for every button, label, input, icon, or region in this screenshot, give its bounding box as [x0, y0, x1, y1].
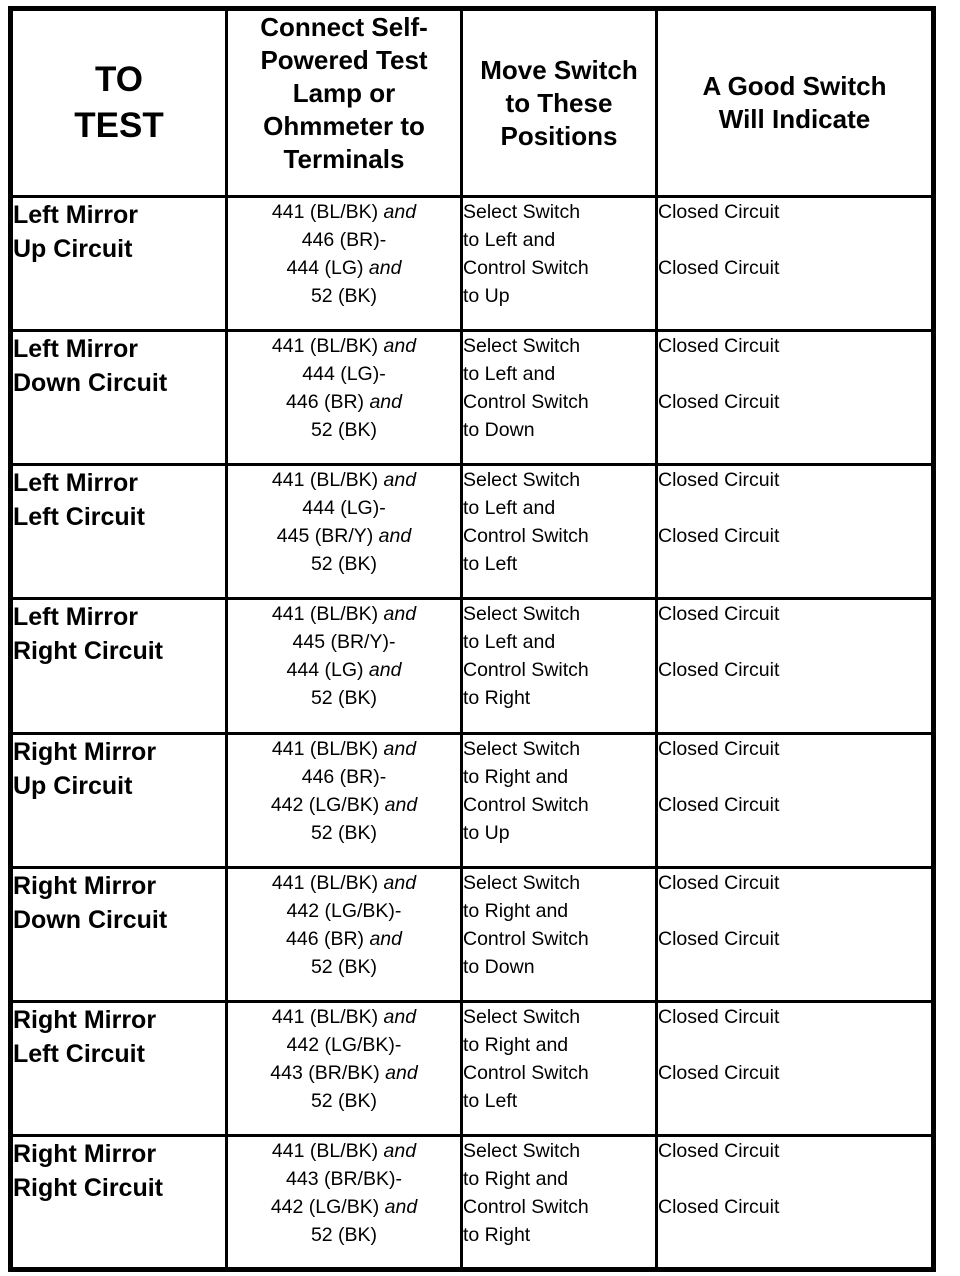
terminal-line [228, 282, 460, 310]
position-line: Control Switch [463, 257, 589, 279]
terminal-line [228, 925, 460, 953]
indication-cell [657, 867, 934, 1001]
position-line: to Right and [463, 899, 569, 922]
position-line: Select Switch [463, 201, 581, 223]
test-name-line: Right Circuit [13, 637, 163, 666]
terminal-text: 444 (LG) [286, 257, 369, 279]
terminal-text: 441 (BL/BK) [271, 469, 384, 492]
indication-line: Closed Circuit [658, 525, 780, 548]
indication-line: Closed Circuit [658, 737, 780, 760]
terminal-line [228, 1031, 460, 1059]
position-line: to Right and [463, 1033, 569, 1056]
terminal-conjunction: and [378, 525, 412, 548]
table-row [11, 733, 934, 867]
terminal-line [228, 1087, 460, 1115]
terminal-line [228, 869, 460, 897]
terminals-cell [227, 1135, 462, 1269]
header-positions [462, 9, 657, 197]
terminal-text: 52 (BK) [310, 1223, 378, 1246]
header-terminals-line: Terminals [283, 144, 405, 174]
terminal-line [228, 628, 460, 656]
header-positions-line: to These [505, 87, 613, 118]
indication-spacer [658, 494, 931, 522]
header-to-test-line: TEST [74, 106, 164, 145]
terminal-text: 441 (BL/BK) [271, 1139, 384, 1162]
test-name-line: Left Mirror [13, 603, 138, 632]
indication-line: Closed Circuit [658, 391, 780, 414]
terminal-conjunction: and [385, 1061, 418, 1084]
terminal-line [228, 684, 460, 712]
terminal-text: 52 (BK) [310, 955, 378, 978]
terminal-text: 441 (BL/BK) [271, 1005, 384, 1028]
indication-cell [657, 331, 934, 465]
position-line: Select Switch [463, 737, 581, 760]
terminals-cell [227, 733, 462, 867]
test-name-line: Right Mirror [13, 871, 157, 900]
table-row [11, 1135, 934, 1269]
terminal-line [228, 763, 460, 791]
indication-spacer [658, 226, 931, 254]
terminal-conjunction: and [368, 257, 402, 279]
indication-spacer [658, 763, 931, 791]
terminal-conjunction: and [383, 871, 417, 894]
terminal-text: 52 (BK) [310, 1089, 378, 1112]
positions-cell [462, 599, 657, 733]
table-row [11, 1001, 934, 1135]
terminal-text: 443 (BR/BK)- [286, 1167, 402, 1190]
terminal-conjunction: and [369, 927, 402, 950]
terminal-line [228, 360, 460, 388]
test-name-line: Down Circuit [13, 905, 168, 934]
terminal-conjunction: and [383, 737, 417, 760]
terminals-cell [227, 599, 462, 733]
terminal-conjunction: and [383, 603, 417, 626]
terminal-conjunction: and [369, 391, 402, 414]
terminal-conjunction: and [384, 793, 418, 816]
position-line: Select Switch [463, 469, 581, 492]
terminal-text: 52 (BK) [310, 285, 378, 307]
header-positions-line: Move Switch [480, 54, 638, 85]
terminal-line [228, 198, 460, 226]
position-line: Select Switch [463, 603, 581, 626]
terminal-line [228, 1137, 460, 1165]
indication-spacer [658, 628, 931, 656]
terminal-text: 444 (LG)- [302, 363, 386, 386]
position-line: Select Switch [463, 871, 581, 894]
position-line: to Left and [463, 497, 556, 520]
terminal-text: 441 (BL/BK) [271, 871, 384, 894]
terminals-cell [227, 331, 462, 465]
terminal-line [228, 550, 460, 578]
terminal-line [228, 656, 460, 684]
test-name-cell [11, 197, 227, 331]
terminal-text: 441 (BL/BK) [271, 335, 384, 358]
terminal-text: 442 (LG/BK)- [286, 899, 402, 922]
test-name-line: Left Mirror [13, 201, 138, 229]
test-name-line: Down Circuit [13, 369, 168, 398]
terminal-line [228, 600, 460, 628]
position-line: to Right [463, 1223, 531, 1246]
terminals-cell [227, 867, 462, 1001]
positions-cell [462, 331, 657, 465]
terminal-text: 444 (LG)- [302, 497, 386, 520]
terminal-text: 441 (BL/BK) [271, 201, 384, 223]
terminal-conjunction: and [383, 201, 417, 223]
terminals-cell [227, 465, 462, 599]
test-name-line: Left Mirror [13, 335, 138, 364]
terminal-text: 446 (BR) [286, 927, 370, 950]
terminal-line [228, 1165, 460, 1193]
terminal-line [228, 735, 460, 763]
indication-line: Closed Circuit [658, 793, 780, 816]
position-line: Control Switch [463, 525, 589, 548]
terminal-line [228, 332, 460, 360]
test-name-cell [11, 867, 227, 1001]
indication-line: Closed Circuit [658, 1005, 780, 1028]
header-to-test [11, 9, 227, 197]
table-body [11, 197, 934, 1270]
indication-line: Closed Circuit [658, 335, 780, 358]
position-line: to Right and [463, 1167, 569, 1190]
switch-test-table [8, 6, 936, 1272]
header-indicate-line: Will Indicate [718, 104, 871, 134]
terminal-conjunction: and [383, 1005, 417, 1028]
position-line: Control Switch [463, 927, 589, 950]
position-line: Select Switch [463, 1005, 581, 1028]
header-to-test-line: TO [95, 60, 143, 99]
positions-cell [462, 1001, 657, 1135]
position-line: Control Switch [463, 1061, 589, 1084]
terminal-text: 52 (BK) [310, 553, 378, 576]
terminal-line [228, 1059, 460, 1087]
terminal-line [228, 388, 460, 416]
terminals-cell [227, 1001, 462, 1135]
terminal-text: 443 (BR/BK) [270, 1061, 386, 1084]
terminal-line [228, 494, 460, 522]
position-line: to Down [463, 955, 535, 978]
positions-cell [462, 197, 657, 331]
indication-cell [657, 1001, 934, 1135]
position-line: to Down [463, 419, 535, 442]
header-indicate-line: A Good Switch [702, 71, 887, 101]
terminal-line [228, 791, 460, 819]
test-name-line: Right Mirror [13, 737, 157, 766]
position-line: Control Switch [463, 391, 589, 414]
header-indicate [657, 9, 934, 197]
terminal-conjunction: and [383, 469, 417, 492]
test-name-cell [11, 599, 227, 733]
test-name-cell [11, 1001, 227, 1135]
indication-cell [657, 599, 934, 733]
test-name-line: Right Mirror [13, 1139, 157, 1168]
position-line: Select Switch [463, 1139, 581, 1162]
terminal-text: 52 (BK) [310, 821, 378, 844]
test-name-line: Right Circuit [13, 1173, 163, 1202]
positions-cell [462, 1135, 657, 1269]
terminal-conjunction: and [383, 1139, 417, 1162]
test-name-line: Up Circuit [13, 771, 133, 800]
position-line: to Left and [463, 229, 556, 251]
header-row [11, 9, 934, 197]
indication-line: Closed Circuit [658, 1139, 780, 1162]
indication-line: Closed Circuit [658, 201, 780, 223]
table-row [11, 599, 934, 733]
table-row [11, 465, 934, 599]
terminal-text: 445 (BR/Y) [276, 525, 379, 548]
position-line: Control Switch [463, 793, 589, 816]
test-name-line: Left Mirror [13, 469, 138, 498]
terminal-text: 442 (LG/BK) [270, 1195, 385, 1218]
indication-line: Closed Circuit [658, 469, 780, 492]
indication-line: Closed Circuit [658, 659, 780, 682]
position-line: to Left and [463, 363, 556, 386]
test-name-cell [11, 1135, 227, 1269]
position-line: to Right [463, 687, 531, 710]
terminal-text: 442 (LG/BK) [270, 793, 385, 816]
terminal-text: 446 (BR) [286, 391, 370, 414]
table-row [11, 331, 934, 465]
indication-cell [657, 733, 934, 867]
test-name-line: Left Circuit [13, 1039, 145, 1068]
position-line: to Left [463, 1089, 518, 1112]
test-name-cell [11, 331, 227, 465]
terminal-line [228, 1193, 460, 1221]
terminal-text: 442 (LG/BK)- [286, 1033, 402, 1056]
position-line: Control Switch [463, 1195, 589, 1218]
header-terminals-line: Powered Test [260, 45, 428, 75]
header-terminals-line: Ohmmeter to [263, 111, 425, 141]
positions-cell [462, 733, 657, 867]
terminal-text: 444 (LG) [286, 659, 369, 682]
test-name-cell [11, 465, 227, 599]
terminal-conjunction: and [384, 1195, 418, 1218]
indication-line: Closed Circuit [658, 603, 780, 626]
terminal-line [228, 254, 460, 282]
terminal-line [228, 226, 460, 254]
header-terminals-line: Connect Self- [260, 12, 428, 42]
test-name-cell [11, 733, 227, 867]
indication-line: Closed Circuit [658, 257, 780, 279]
terminal-line [228, 953, 460, 981]
terminal-line [228, 819, 460, 847]
position-line: Control Switch [463, 659, 589, 682]
position-line: to Up [463, 821, 510, 844]
terminals-cell [227, 197, 462, 331]
positions-cell [462, 867, 657, 1001]
terminal-conjunction: and [368, 659, 402, 682]
terminal-text: 52 (BK) [310, 419, 378, 442]
terminal-conjunction: and [383, 335, 417, 358]
indication-line: Closed Circuit [658, 1061, 780, 1084]
indication-spacer [658, 1165, 931, 1193]
table-header [11, 9, 934, 197]
test-name-line: Right Mirror [13, 1005, 157, 1034]
indication-cell [657, 197, 934, 331]
indication-spacer [658, 1031, 931, 1059]
position-line: to Right and [463, 765, 569, 788]
position-line: to Left [463, 553, 518, 576]
test-name-line: Up Circuit [13, 235, 133, 263]
terminal-line [228, 416, 460, 444]
terminal-line [228, 1003, 460, 1031]
terminal-line [228, 522, 460, 550]
terminal-line [228, 897, 460, 925]
position-line: Select Switch [463, 335, 581, 358]
terminal-line [228, 1221, 460, 1249]
header-positions-line: Positions [500, 120, 618, 151]
terminal-text: 445 (BR/Y)- [292, 631, 396, 654]
indication-spacer [658, 360, 931, 388]
indication-spacer [658, 897, 931, 925]
header-terminals-line: Lamp or [292, 78, 396, 108]
terminal-text: 441 (BL/BK) [271, 603, 384, 626]
terminal-text: 446 (BR)- [301, 229, 387, 251]
terminal-line [228, 466, 460, 494]
position-line: to Up [463, 285, 510, 307]
table-row [11, 197, 934, 331]
indication-line: Closed Circuit [658, 871, 780, 894]
test-name-line: Left Circuit [13, 503, 145, 532]
positions-cell [462, 465, 657, 599]
table-row [11, 867, 934, 1001]
indication-line: Closed Circuit [658, 927, 780, 950]
position-line: to Left and [463, 631, 556, 654]
indication-line: Closed Circuit [658, 1195, 780, 1218]
terminal-text: 441 (BL/BK) [271, 737, 384, 760]
terminal-text: 52 (BK) [310, 687, 378, 710]
indication-cell [657, 1135, 934, 1269]
header-terminals [227, 9, 462, 197]
indication-cell [657, 465, 934, 599]
terminal-text: 446 (BR)- [301, 765, 387, 788]
